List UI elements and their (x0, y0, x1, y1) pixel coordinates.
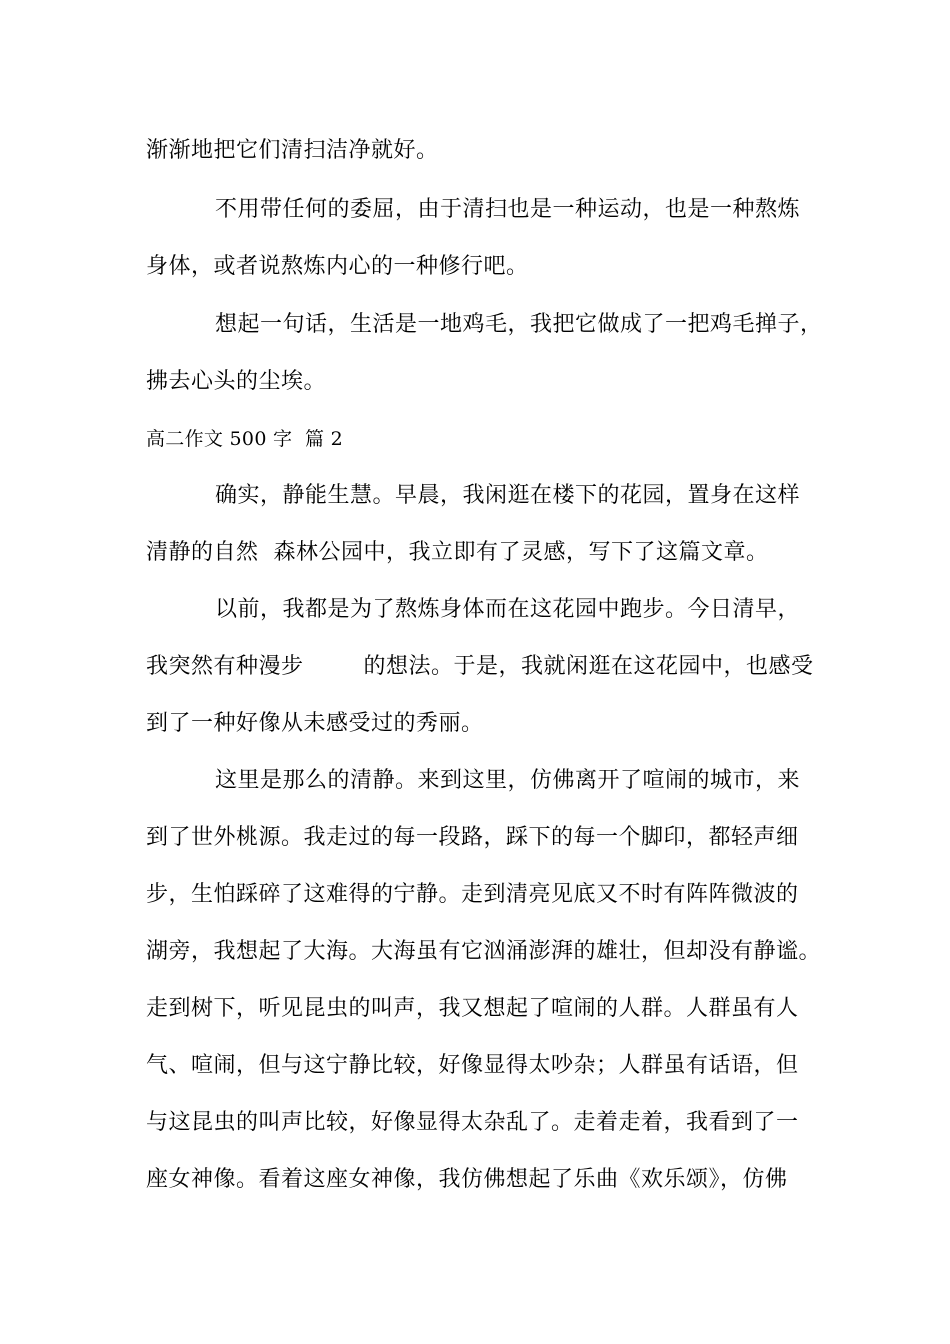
text-line: 拂去心头的尘埃。 (146, 369, 327, 394)
section-heading: 高二作文 500 字 篇 2 (146, 428, 344, 450)
text-line: 气、喧闹，但与这宁静比较，好像显得太吵杂；人群虽有话语，但 (146, 1053, 799, 1078)
text-line: 渐渐地把它们清扫洁净就好。 (146, 138, 439, 163)
text-line: 身体，或者说熬炼内心的一种修行吧。 (146, 254, 529, 279)
text-line: 到了一种好像从未感受过的秀丽。 (146, 711, 484, 736)
text-line: 清静的自然 森林公园中，我立即有了灵感，写下了这篇文章。 (146, 540, 769, 565)
text-line: 座女神像。看着这座女神像，我仿佛想起了乐曲《欢乐颂》，仿佛 (146, 1167, 788, 1192)
paragraph-start-line: 这里是那么的清静。来到这里，仿佛离开了喧闹的城市，来 (215, 768, 801, 793)
text-line: 步，生怕踩碎了这难得的宁静。走到清亮见底又不时有阵阵微波的 (146, 882, 799, 907)
text-line: 湖旁，我想起了大海。大海虽有它汹涌澎湃的雄壮，但却没有静谧。 (146, 939, 822, 964)
text-line: 我突然有种漫步 的想法。于是，我就闲逛在这花园中，也感受 (146, 654, 814, 679)
paragraph-start-line: 不用带任何的委屈，由于清扫也是一种运动，也是一种熬炼 (215, 197, 801, 222)
paragraph-start-line: 想起一句话，生活是一地鸡毛，我把它做成了一把鸡毛掸子， (215, 312, 823, 337)
text-line: 到了世外桃源。我走过的每一段路，踩下的每一个脚印，都轻声细 (146, 825, 799, 850)
paragraph-start-line: 以前，我都是为了熬炼身体而在这花园中跑步。今日清早， (215, 597, 801, 622)
paragraph-start-line: 确实，静能生慧。早晨，我闲逛在楼下的花园，置身在这样 (215, 483, 801, 508)
text-line: 与这昆虫的叫声比较，好像显得太杂乱了。走着走着，我看到了一 (146, 1110, 799, 1135)
text-line: 走到树下，听见昆虫的叫声，我又想起了喧闹的人群。人群虽有人 (146, 996, 799, 1021)
